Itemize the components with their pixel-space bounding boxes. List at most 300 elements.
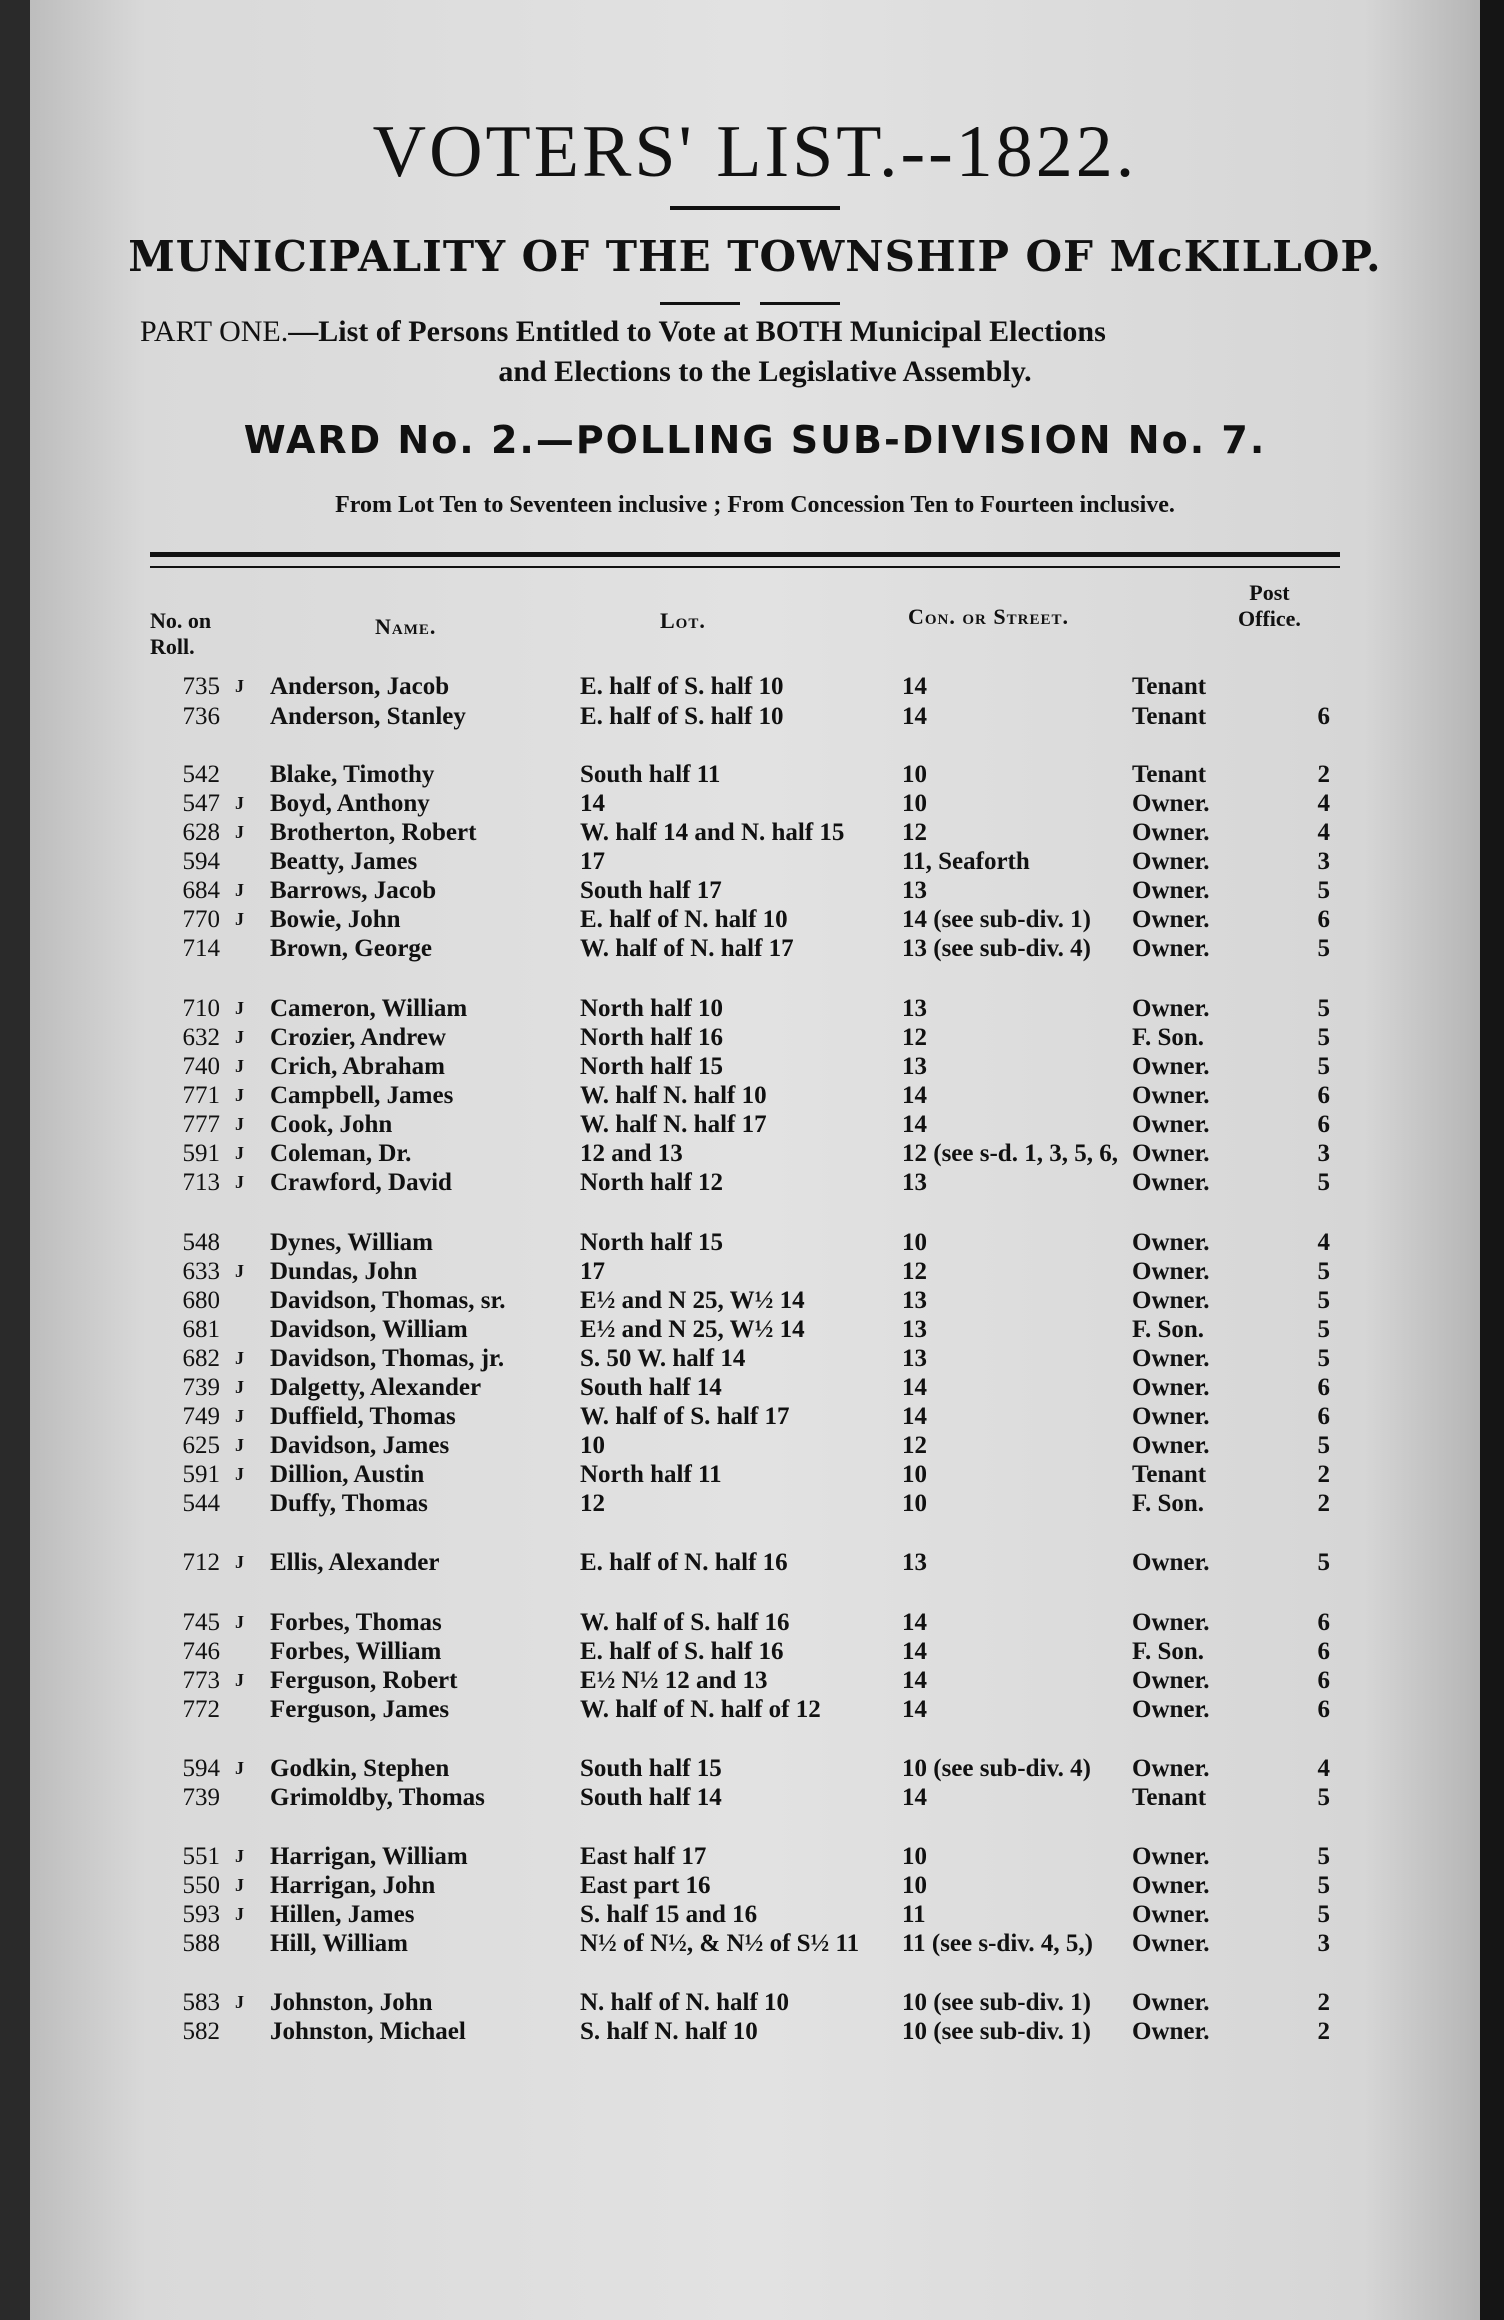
voter-status: Owner. (1132, 1403, 1210, 1430)
voter-name: Davidson, Thomas, jr. (270, 1345, 505, 1372)
table-row (30, 1081, 1480, 1110)
lot-description: W. half N. half 17 (580, 1111, 767, 1138)
voter-name: Duffy, Thomas (270, 1490, 428, 1517)
voter-name: Dundas, John (270, 1258, 418, 1285)
roll-number: 777 (182, 1111, 220, 1138)
concession: 14 (902, 1696, 927, 1723)
juror-mark: J (235, 793, 244, 813)
table-row (30, 905, 1480, 934)
post-office: 6 (1317, 1667, 1330, 1694)
table-row (30, 1871, 1480, 1900)
roll-number: 547 (182, 790, 220, 817)
document-page (30, 0, 1480, 2320)
voter-status: Owner. (1132, 1549, 1210, 1576)
table-row (30, 1052, 1480, 1081)
voter-status: Owner. (1132, 790, 1210, 817)
juror-mark: J (235, 1027, 244, 1047)
voter-status: Tenant (1132, 673, 1207, 700)
voter-status: Owner. (1132, 995, 1210, 1022)
header-name: Name. (375, 614, 437, 639)
concession: 13 (902, 995, 927, 1022)
ward-heading: WARD No. 2.—POLLING SUB-DIVISION No. 7. (243, 418, 1267, 462)
concession: 12 (902, 1024, 927, 1051)
header-lot: Lot. (660, 608, 706, 633)
juror-mark: J (235, 998, 244, 1018)
juror-mark: J (235, 880, 244, 900)
voter-name: Cameron, William (270, 995, 468, 1022)
juror-mark: J (235, 1435, 244, 1455)
voter-name: Duffield, Thomas (270, 1403, 456, 1430)
juror-mark: J (235, 676, 244, 696)
voter-status: Tenant (1132, 703, 1207, 730)
concession: 14 (902, 1403, 927, 1430)
lot-description: W. half of N. half 17 (580, 935, 794, 962)
table-row (30, 1900, 1480, 1929)
voter-name: Blake, Timothy (270, 761, 435, 788)
part-heading (140, 312, 1390, 392)
juror-mark: J (235, 1875, 244, 1895)
concession: 14 (902, 1784, 927, 1811)
voter-name: Ferguson, Robert (270, 1667, 458, 1694)
table-row (30, 1460, 1480, 1489)
post-office: 6 (1317, 1403, 1330, 1430)
post-office: 5 (1317, 1345, 1330, 1372)
roll-number: 735 (182, 673, 220, 700)
table-row (30, 994, 1480, 1023)
concession: 13 (902, 877, 927, 904)
voter-status: Tenant (1132, 1784, 1207, 1811)
post-office: 2 (1317, 1490, 1330, 1517)
roll-number: 710 (182, 995, 220, 1022)
post-office: 5 (1317, 877, 1330, 904)
concession: 10 (see sub-div. 1) (902, 1989, 1091, 2016)
juror-mark: J (235, 1992, 244, 2012)
roll-number: 712 (182, 1549, 220, 1576)
juror-mark: J (235, 1464, 244, 1484)
table-row (30, 1257, 1480, 1286)
voter-name: Johnston, Michael (270, 2018, 466, 2045)
voter-name: Harrigan, John (270, 1872, 436, 1899)
voter-name: Bowie, John (270, 906, 401, 933)
roll-number: 746 (182, 1638, 220, 1665)
roll-number: 739 (182, 1784, 220, 1811)
voter-name: Campbell, James (270, 1082, 454, 1109)
table-row (30, 847, 1480, 876)
voter-status: Owner. (1132, 1696, 1210, 1723)
lot-description: South half 11 (580, 761, 721, 788)
voter-name: Coleman, Dr. (270, 1140, 412, 1167)
divider-dash (760, 302, 840, 305)
scan-left-edge (0, 0, 30, 2320)
roll-number: 591 (182, 1461, 220, 1488)
voter-name: Dillion, Austin (270, 1461, 425, 1488)
voter-name: Forbes, Thomas (270, 1609, 442, 1636)
table-row (30, 1344, 1480, 1373)
concession: 13 (902, 1549, 927, 1576)
concession: 11 (902, 1901, 926, 1928)
lot-description: E½ N½ 12 and 13 (580, 1667, 768, 1694)
part-text-line1: —List of Persons Entitled to Vote at BOTH Municipal Elections (288, 315, 1106, 348)
voter-status: Owner. (1132, 1111, 1210, 1138)
concession: 14 (902, 703, 927, 730)
voter-status: Owner. (1132, 1140, 1210, 1167)
juror-mark: J (235, 1406, 244, 1426)
lot-description: E. half of S. half 10 (580, 703, 784, 730)
table-row (30, 1315, 1480, 1344)
lot-description: W. half of N. half of 12 (580, 1696, 821, 1723)
lot-description: E. half of S. half 16 (580, 1638, 784, 1665)
concession: 10 (902, 1461, 927, 1488)
post-office: 5 (1317, 1053, 1330, 1080)
voter-name: Davidson, James (270, 1432, 450, 1459)
voter-status: Owner. (1132, 906, 1210, 933)
roll-number: 714 (182, 935, 220, 962)
roll-number: 583 (182, 1989, 220, 2016)
concession: 14 (902, 1609, 927, 1636)
lot-description: N. half of N. half 10 (580, 1989, 790, 2016)
post-office: 5 (1317, 1024, 1330, 1051)
juror-mark: J (235, 1056, 244, 1076)
lot-description: S. half 15 and 16 (580, 1901, 758, 1928)
lot-description: S. half N. half 10 (580, 2018, 758, 2045)
juror-mark: J (235, 822, 244, 842)
concession: 14 (902, 1374, 927, 1401)
juror-mark: J (235, 1904, 244, 1924)
juror-mark: J (235, 1670, 244, 1690)
voter-name: Johnston, John (270, 1989, 433, 2016)
lot-description: 12 and 13 (580, 1140, 683, 1167)
voter-name: Dalgetty, Alexander (270, 1374, 482, 1401)
concession: 12 (902, 1258, 927, 1285)
roll-number: 680 (182, 1287, 220, 1314)
voter-name: Anderson, Jacob (270, 673, 450, 700)
roll-number: 542 (182, 761, 220, 788)
voter-status: Owner. (1132, 848, 1210, 875)
post-office: 6 (1317, 906, 1330, 933)
roll-number: 548 (182, 1229, 220, 1256)
roll-number: 628 (182, 819, 220, 846)
post-office: 6 (1317, 1111, 1330, 1138)
table-row (30, 1666, 1480, 1695)
voter-name: Crawford, David (270, 1169, 452, 1196)
lot-description: E. half of N. half 16 (580, 1549, 788, 1576)
table-row (30, 1637, 1480, 1666)
concession: 14 (902, 1111, 927, 1138)
juror-mark: J (235, 1172, 244, 1192)
header-rule-thin (150, 566, 1340, 568)
lot-description: W. half 14 and N. half 15 (580, 819, 845, 846)
roll-number: 632 (182, 1024, 220, 1051)
post-office: 4 (1317, 1229, 1330, 1256)
post-office: 5 (1317, 1901, 1330, 1928)
roll-number: 745 (182, 1609, 220, 1636)
table-row (30, 702, 1480, 731)
voter-status: Owner. (1132, 1374, 1210, 1401)
concession: 13 (902, 1345, 927, 1372)
concession: 10 (see sub-div. 4) (902, 1755, 1091, 1782)
range-note: From Lot Ten to Seventeen inclusive ; From Concession Ten to Fourteen inclusive. (335, 492, 1175, 518)
voter-name: Brotherton, Robert (270, 819, 477, 846)
roll-number: 770 (182, 906, 220, 933)
voter-name: Ellis, Alexander (270, 1549, 440, 1576)
roll-number: 594 (182, 1755, 220, 1782)
title-underline (670, 206, 840, 210)
lot-description: 12 (580, 1490, 605, 1517)
voter-name: Crozier, Andrew (270, 1024, 446, 1051)
table-row (30, 1168, 1480, 1197)
lot-description: 14 (580, 790, 605, 817)
lot-description: W. half of S. half 16 (580, 1609, 790, 1636)
post-office: 2 (1317, 1989, 1330, 2016)
post-office: 6 (1317, 1638, 1330, 1665)
table-row (30, 1608, 1480, 1637)
voter-name: Anderson, Stanley (270, 703, 466, 730)
table-row (30, 1286, 1480, 1315)
voter-name: Hill, William (270, 1930, 408, 1957)
roll-number: 582 (182, 2018, 220, 2045)
voter-name: Crich, Abraham (270, 1053, 445, 1080)
voter-name: Godkin, Stephen (270, 1755, 450, 1782)
concession: 11, Seaforth (902, 848, 1030, 875)
table-row (30, 1402, 1480, 1431)
juror-mark: J (235, 1114, 244, 1134)
header-roll (150, 608, 211, 660)
lot-description: North half 12 (580, 1169, 724, 1196)
header-post-line1: Post (1249, 580, 1290, 605)
voter-status: F. Son. (1132, 1316, 1205, 1343)
post-office: 5 (1317, 1784, 1330, 1811)
juror-mark: J (235, 1846, 244, 1866)
voter-status: Owner. (1132, 819, 1210, 846)
divider-dash (660, 302, 740, 305)
concession: 10 (902, 1229, 927, 1256)
juror-mark: J (235, 1085, 244, 1105)
table-row (30, 789, 1480, 818)
concession: 13 (902, 1169, 927, 1196)
voter-status: F. Son. (1132, 1490, 1205, 1517)
table-row (30, 1228, 1480, 1257)
header-roll-line2: Roll. (150, 634, 195, 659)
post-office: 6 (1317, 1609, 1330, 1636)
concession: 13 (see sub-div. 4) (902, 935, 1091, 962)
lot-description: 10 (580, 1432, 605, 1459)
roll-number: 772 (182, 1696, 220, 1723)
lot-description: East part 16 (580, 1872, 711, 1899)
table-row (30, 2017, 1480, 2046)
post-office: 5 (1317, 1843, 1330, 1870)
voter-status: F. Son. (1132, 1638, 1205, 1665)
voter-name: Davidson, William (270, 1316, 468, 1343)
juror-mark: J (235, 1143, 244, 1163)
table-row (30, 1988, 1480, 2017)
post-office: 3 (1317, 848, 1330, 875)
voter-status: Owner. (1132, 935, 1210, 962)
post-office: 5 (1317, 935, 1330, 962)
roll-number: 544 (182, 1490, 220, 1517)
voter-name: Barrows, Jacob (270, 877, 437, 904)
post-office: 6 (1317, 1374, 1330, 1401)
voter-status: Owner. (1132, 1872, 1210, 1899)
post-office: 6 (1317, 703, 1330, 730)
post-office: 5 (1317, 1872, 1330, 1899)
lot-description: E. half of N. half 10 (580, 906, 788, 933)
concession: 12 (see s-d. 1, 3, 5, 6, (902, 1140, 1118, 1167)
juror-mark: J (235, 1758, 244, 1778)
voter-status: Owner. (1132, 1667, 1210, 1694)
scan-right-edge (1480, 0, 1504, 2320)
table-row (30, 934, 1480, 963)
roll-number: 551 (182, 1843, 220, 1870)
post-office: 5 (1317, 1169, 1330, 1196)
voter-name: Cook, John (270, 1111, 393, 1138)
lot-description: South half 14 (580, 1784, 722, 1811)
header-post (1238, 580, 1301, 632)
table-row (30, 1110, 1480, 1139)
concession: 12 (902, 819, 927, 846)
post-office: 5 (1317, 1287, 1330, 1314)
concession: 14 (902, 1667, 927, 1694)
post-office: 2 (1317, 761, 1330, 788)
voter-status: Owner. (1132, 1989, 1210, 2016)
lot-description: E. half of S. half 10 (580, 673, 784, 700)
voter-name: Harrigan, William (270, 1843, 468, 1870)
lot-description: North half 15 (580, 1229, 724, 1256)
voter-status: Owner. (1132, 1345, 1210, 1372)
voter-name: Hillen, James (270, 1901, 415, 1928)
post-office: 6 (1317, 1696, 1330, 1723)
post-office: 6 (1317, 1082, 1330, 1109)
juror-mark: J (235, 1612, 244, 1632)
roll-number: 593 (182, 1901, 220, 1928)
lot-description: W. half N. half 10 (580, 1082, 767, 1109)
roll-number: 588 (182, 1930, 220, 1957)
voter-status: Tenant (1132, 1461, 1207, 1488)
post-office: 4 (1317, 1755, 1330, 1782)
voter-status: Owner. (1132, 1432, 1210, 1459)
concession: 12 (902, 1432, 927, 1459)
lot-description: E½ and N 25, W½ 14 (580, 1316, 805, 1343)
lot-description: North half 10 (580, 995, 724, 1022)
lot-description: South half 14 (580, 1374, 722, 1401)
roll-number: 749 (182, 1403, 220, 1430)
table-row (30, 1695, 1480, 1724)
roll-number: 771 (182, 1082, 220, 1109)
concession: 13 (902, 1316, 927, 1343)
voter-status: Owner. (1132, 1258, 1210, 1285)
roll-number: 713 (182, 1169, 220, 1196)
juror-mark: J (235, 1261, 244, 1281)
voter-status: Owner. (1132, 1901, 1210, 1928)
concession: 14 (902, 673, 927, 700)
table-row (30, 672, 1480, 701)
roll-number: 684 (182, 877, 220, 904)
post-office: 3 (1317, 1930, 1330, 1957)
voter-status: Owner. (1132, 1082, 1210, 1109)
table-row (30, 760, 1480, 789)
roll-number: 739 (182, 1374, 220, 1401)
lot-description: E½ and N 25, W½ 14 (580, 1287, 805, 1314)
table-row (30, 1139, 1480, 1168)
voter-name: Ferguson, James (270, 1696, 450, 1723)
post-office: 5 (1317, 1549, 1330, 1576)
voter-status: Tenant (1132, 761, 1207, 788)
concession: 10 (902, 1843, 927, 1870)
concession: 13 (902, 1053, 927, 1080)
concession: 10 (see sub-div. 1) (902, 2018, 1091, 2045)
voter-name: Dynes, William (270, 1229, 433, 1256)
roll-number: 736 (182, 703, 220, 730)
roll-number: 591 (182, 1140, 220, 1167)
voter-status: Owner. (1132, 1169, 1210, 1196)
table-row (30, 1373, 1480, 1402)
voter-status: Owner. (1132, 1609, 1210, 1636)
lot-description: South half 15 (580, 1755, 722, 1782)
voter-name: Forbes, William (270, 1638, 442, 1665)
voter-status: Owner. (1132, 1930, 1210, 1957)
juror-mark: J (235, 909, 244, 929)
concession: 10 (902, 1872, 927, 1899)
roll-number: 681 (182, 1316, 220, 1343)
roll-number: 633 (182, 1258, 220, 1285)
header-rule-thick (150, 552, 1340, 557)
lot-description: North half 16 (580, 1024, 724, 1051)
lot-description: North half 15 (580, 1053, 724, 1080)
voter-status: F. Son. (1132, 1024, 1205, 1051)
post-office: 5 (1317, 995, 1330, 1022)
voter-status: Owner. (1132, 1287, 1210, 1314)
lot-description: W. half of S. half 17 (580, 1403, 790, 1430)
post-office: 3 (1317, 1140, 1330, 1167)
juror-mark: J (235, 1377, 244, 1397)
part-lead: PART ONE. (140, 315, 289, 348)
header-con: Con. or Street. (908, 604, 1069, 629)
page-title: VOTERS' LIST.--1822. (372, 111, 1138, 193)
roll-number: 625 (182, 1432, 220, 1459)
roll-number: 773 (182, 1667, 220, 1694)
lot-description: N½ of N½, & N½ of S½ 11 (580, 1930, 860, 1957)
voter-name: Brown, George (270, 935, 433, 962)
post-office: 2 (1317, 1461, 1330, 1488)
table-row (30, 1783, 1480, 1812)
roll-number: 594 (182, 848, 220, 875)
voter-name: Davidson, Thomas, sr. (270, 1287, 506, 1314)
roll-number: 682 (182, 1345, 220, 1372)
concession: 14 (902, 1082, 927, 1109)
voter-status: Owner. (1132, 1229, 1210, 1256)
roll-number: 740 (182, 1053, 220, 1080)
concession: 11 (see s-div. 4, 5,) (902, 1930, 1093, 1957)
table-row (30, 1929, 1480, 1958)
table-row (30, 1023, 1480, 1052)
table-row (30, 876, 1480, 905)
concession: 14 (see sub-div. 1) (902, 906, 1091, 933)
table-row (30, 1754, 1480, 1783)
voter-status: Owner. (1132, 2018, 1210, 2045)
part-text-line2: and Elections to the Legislative Assembly. (498, 355, 1032, 388)
voter-name: Grimoldby, Thomas (270, 1784, 485, 1811)
concession: 10 (902, 761, 927, 788)
voter-status: Owner. (1132, 877, 1210, 904)
table-row (30, 1548, 1480, 1577)
table-row (30, 1431, 1480, 1460)
concession: 13 (902, 1287, 927, 1314)
lot-description: North half 11 (580, 1461, 722, 1488)
voter-name: Beatty, James (270, 848, 418, 875)
concession: 14 (902, 1638, 927, 1665)
post-office: 4 (1317, 790, 1330, 817)
lot-description: South half 17 (580, 877, 722, 904)
page-subtitle: MUNICIPALITY OF THE TOWNSHIP OF McKILLOP. (128, 232, 1382, 281)
